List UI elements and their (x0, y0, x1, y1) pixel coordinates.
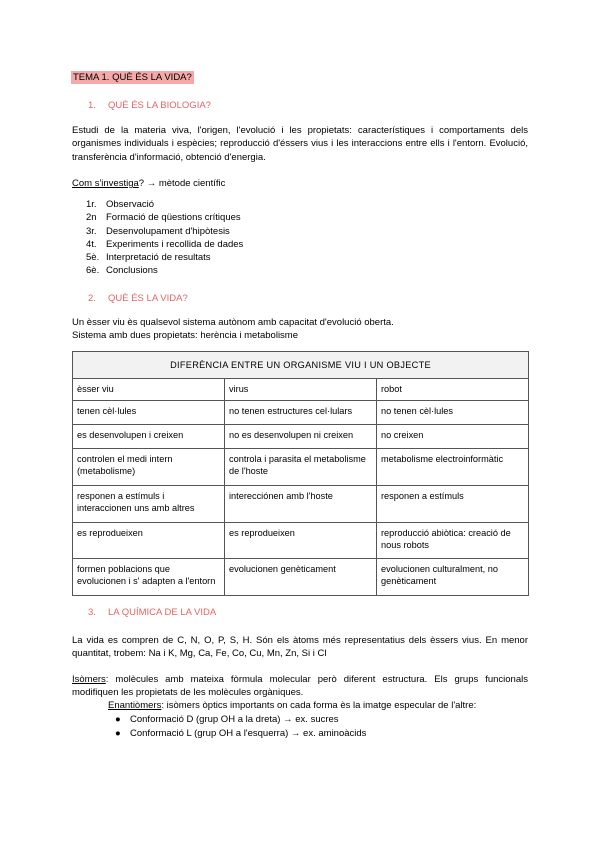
table-cell: tenen cèl·lules (73, 401, 225, 425)
table-row (73, 523, 529, 559)
conformation-list (115, 713, 366, 740)
table-row (73, 486, 529, 523)
table-cell: reproducció abiòtica: creació de nous robots (377, 523, 529, 559)
list-item (86, 225, 243, 238)
method-text: ? → mètode científic (138, 178, 226, 189)
step-number: 5è. (86, 252, 100, 264)
list-item (86, 264, 243, 277)
list-item (86, 238, 243, 251)
table-cell: responen a estímuls i interaccionen uns amb altres (73, 486, 225, 523)
section-number: 3. (88, 607, 96, 618)
section-number: 2. (88, 293, 96, 304)
table-cell: es desenvolupen i creixen (73, 425, 225, 449)
comparison-table (72, 351, 529, 596)
column-header: virus (225, 379, 377, 401)
life-definition (72, 316, 528, 343)
list-item (86, 251, 243, 264)
step-text: Formació de qüestions crítiques (106, 212, 241, 224)
enantiomers-line (108, 699, 528, 712)
life-properties-line: Sistema amb dues propietats: herència i metabolisme (72, 330, 299, 342)
step-text: Conclusions (106, 265, 158, 277)
section-title: QUÈ ÉS LA BIOLOGIA? (108, 100, 211, 111)
life-definition-line: Un èsser viu ès qualsevol sistema autònom amb capacitat d'evolució oberta. (72, 317, 394, 328)
bullet-icon: ● (115, 727, 121, 739)
chemistry-paragraph: La vida es compren de C, N, O, P, S, H. Són els àtoms més representatius dels èssers vius. En menor quantitat, trobem: Na i K, Mg, Ca, Fe, Co, Cu, Mn, Zn, Si i Cl (72, 635, 528, 660)
table-cell: responen a estímuls (377, 486, 529, 523)
step-text: Observació (106, 199, 155, 210)
table-cell: no tenen cèl·lules (377, 401, 529, 425)
table-cell: no tenen estructures cel·lulars (225, 401, 377, 425)
table-cell: evolucionen genèticament (225, 559, 377, 596)
section-3-heading (88, 607, 216, 618)
isomers-label: Isòmers (72, 674, 106, 685)
table-header-row (73, 379, 529, 401)
isomers-text: : molècules amb mateixa fòrmula molecular però diferent estructura. Els grups funcionals modifiquen les propietats de les molècules orgàniques. (72, 674, 528, 699)
step-text: Experiments i recollida de dades (106, 238, 244, 250)
bullet-text: Conformació L (grup OH a l'esquerra) → ex. aminoàcids (130, 727, 367, 739)
table-cell: interecciónen amb l'hoste (225, 486, 377, 523)
list-item (86, 211, 243, 224)
page-title: TEMA 1. QUÈ ÉS LA VIDA? (73, 72, 192, 83)
scientific-method-steps (86, 198, 243, 278)
step-number: 1r. (86, 199, 97, 210)
section-title: QUÈ ÉS LA VIDA? (108, 293, 188, 304)
step-text: Desenvolupament d'hipòtesis (106, 225, 230, 237)
method-line (72, 177, 528, 190)
list-item (115, 713, 366, 727)
table-cell: no creixen (377, 425, 529, 449)
biology-definition: Estudi de la materia viva, l'origen, l'evolució i les propietats: característiques i comportaments dels organismes individuals i espècies; reproducció d'éssers vius i les interaccions entre ells i l'entorn. Evolució, transferència d'informació, obtenció d'energia. (72, 125, 528, 163)
table-row (73, 401, 529, 425)
table-caption: DIFERÈNCIA ENTRE UN ORGANISME VIU I UN OBJECTE (73, 352, 529, 379)
list-item (115, 727, 366, 741)
table-cell: no es desenvolupen ni creixen (225, 425, 377, 449)
isomers-paragraph (72, 673, 528, 700)
table-row (73, 559, 529, 596)
table-cell: es reprodueixen (73, 523, 225, 559)
step-number: 4t. (86, 238, 97, 250)
table-cell: controla i parasita el metabolisme de l'hoste (225, 449, 377, 486)
table-row (73, 449, 529, 486)
table-cell: evolucionen culturalment, no genèticament (377, 559, 529, 596)
column-header: èsser viu (73, 379, 225, 401)
table-cell: metabolisme electroinformàtic (377, 449, 529, 486)
method-label: Com s'investiga (72, 178, 139, 189)
step-number: 3r. (86, 225, 97, 237)
table-cell: es reprodueixen (225, 523, 377, 559)
section-number: 1. (88, 100, 96, 111)
bullet-icon: ● (115, 714, 121, 725)
table-row (73, 425, 529, 449)
step-text: Interpretació de resultats (106, 252, 211, 264)
step-number: 6è. (86, 265, 100, 277)
list-item (86, 198, 243, 211)
section-1-heading (88, 100, 211, 111)
column-header: robot (377, 379, 529, 401)
enantiomers-label: Enantiòmers (108, 700, 162, 711)
enantiomers-text: : isòmers òptics importants on cada forma ès la imatge especular de l'altre: (161, 700, 477, 711)
table-caption-row (73, 352, 529, 379)
step-number: 2n (86, 212, 97, 224)
table-cell: controlen el medi intern (metabolisme) (73, 449, 225, 486)
section-2-heading (88, 293, 188, 304)
section-title: LA QUÍMICA DE LA VIDA (108, 607, 217, 618)
table-cell: formen poblacions que evolucionen i s' adapten a l'entorn (73, 559, 225, 596)
bullet-text: Conformació D (grup OH a la dreta) → ex. sucres (130, 714, 339, 725)
